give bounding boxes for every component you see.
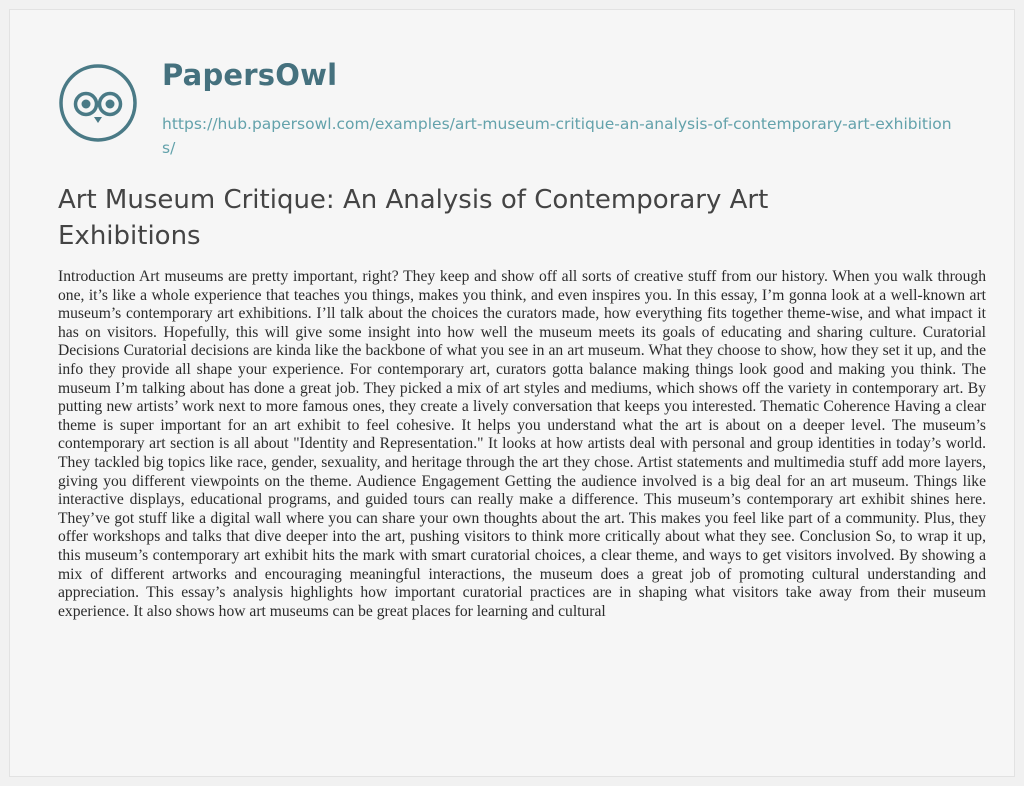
- document-sheet: [9, 9, 1015, 777]
- owl-eyes-icon: [58, 63, 138, 143]
- brand-name: PapersOwl: [162, 58, 338, 92]
- source-url-link[interactable]: https://hub.papersowl.com/examples/art-museum-critique-an-analysis-of-contemporary-art-exhibitions/: [162, 115, 952, 157]
- header: [58, 58, 958, 168]
- essay-body: Introduction Art museums are pretty important, right? They keep and show off all sorts of creative stuff from our history. When you walk through one, it’s like a whole experience that teaches you things, makes you think, and even inspires you. In this essay, I’m gonna look at a well-known art museum’s contemporary art exhibitions. I’ll talk about the choices the curators made, how everything fits together theme-wise, and what impact it has on visitors. Hopefully, this will give some insight into how well the museum meets its goals of educating and sharing culture. Curatorial Decisions Curatorial decisions are kinda like the backbone of what you see in an art museum. What they choose to show, how they set it up, and the info they provide all shape your experience. For contemporary art, curators gotta balance making things look good and making you think. The museum I’m talking about has done a great job. They picked a mix of art styles and mediums, which shows off the variety in contemporary art. By putting new artists’ work next to more famous ones, they create a lively conversation that keeps you interested. Thematic Coherence Having a clear theme is super important for an art exhibit to feel cohesive. It helps you understand what the art is about on a deeper level. The museum’s contemporary art section is all about "Identity and Representation." It looks at how artists deal with personal and group identities in today’s world. They tackled big topics like race, gender, sexuality, and heritage through the art they chose. Artist statements and multimedia stuff add more layers, giving you different viewpoints on the theme. Audience Engagement Getting the audience involved is a big deal for an art museum. Things like interactive displays, educational programs, and guided tours can really make a difference. This museum’s contemporary art exhibit shines here. They’ve got stuff like a digital wall where you can share your own thoughts about the art. This makes you feel like part of a community. Plus, they offer workshops and talks that dive deeper into the art, pushing visitors to think more critically about what they see. Conclusion So, to wrap it up, this museum’s contemporary art exhibit hits the mark with smart curatorial choices, a clear theme, and ways to get visitors involved. By showing a mix of different artworks and encouraging meaningful interactions, the museum does a great job of promoting cultural understanding and appreciation. This essay’s analysis highlights how important curatorial practices are in shaping what visitors take away from their museum experience. It also shows how art museums can be great places for learning and cultural: [58, 268, 986, 620]
- essay-title: Art Museum Critique: An Analysis of Contemporary Art Exhibitions: [58, 185, 769, 251]
